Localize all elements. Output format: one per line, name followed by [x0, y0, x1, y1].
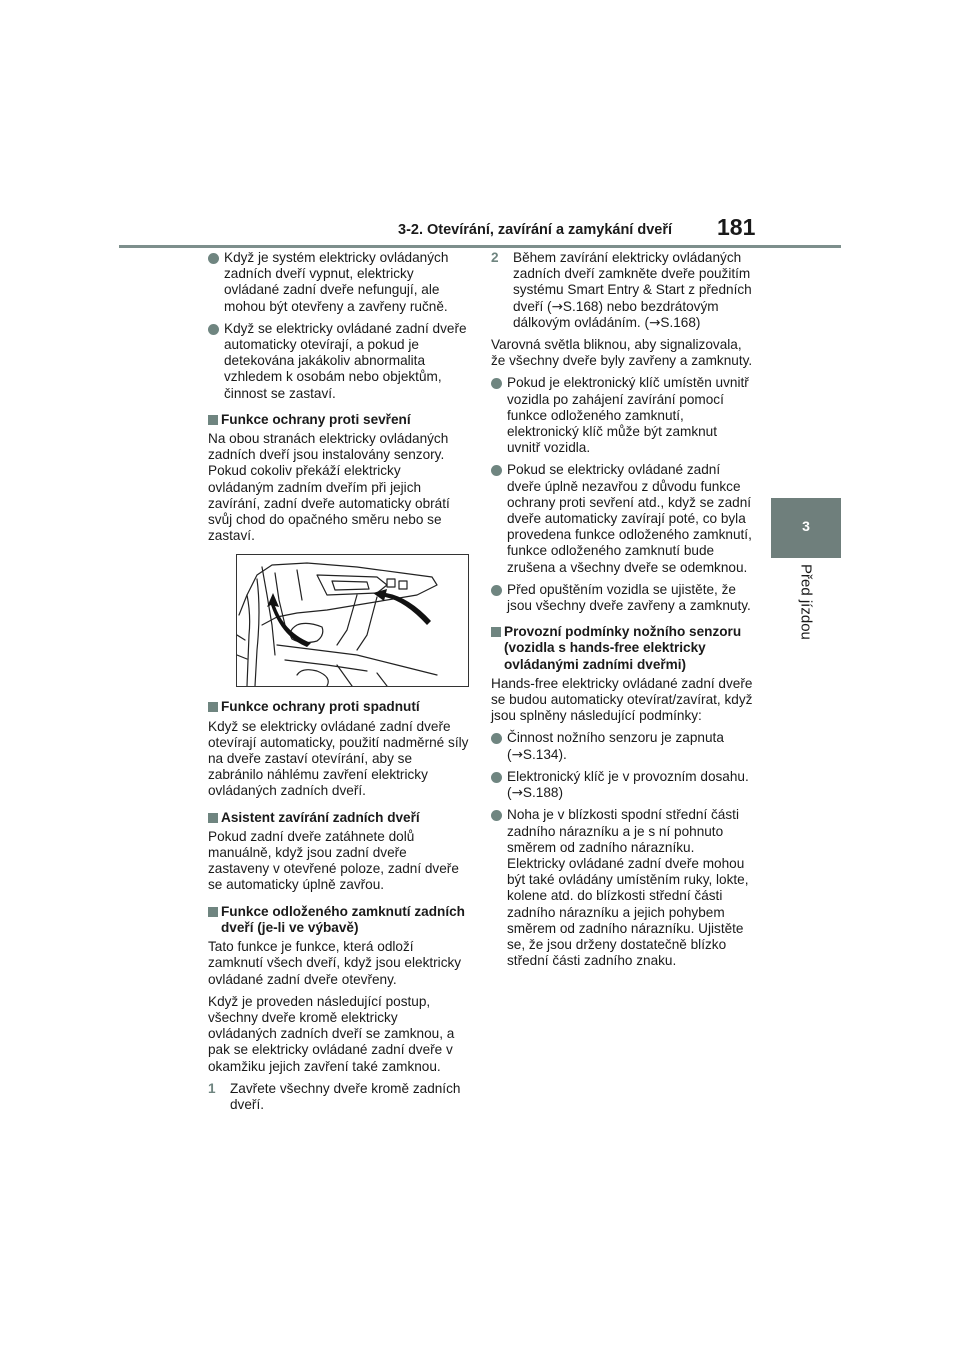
bullet-text: Noha je v blízkosti spodní střední části zadního nárazníku a je s ní pohnuto směrem od zadního nárazníku. Elektricky ovládané zadní dveře mohou být také ovládány umístěním ruky, lokte, kolene atd. do blízkosti střední části zadního nárazníku a jejich pohybem směrem od zadního nárazníku. Ujistěte se, že jsou drženy dostatečně blízko střední části zadního znaku.	[507, 807, 749, 969]
bullet-text: Před opuštěním vozidla se ujistěte, že jsou všechny dveře zavřeny a zamknuty.	[507, 581, 751, 614]
step-item	[208, 1081, 470, 1113]
bullet-icon	[491, 733, 502, 744]
left-column	[208, 250, 470, 1119]
step-number: 1	[208, 1080, 216, 1096]
section-heading	[208, 699, 470, 715]
square-bullet-icon	[208, 907, 218, 917]
section-title: 3-2. Otevírání, zavírání a zamykání dveří	[398, 222, 673, 238]
bullet-item	[491, 807, 753, 969]
bullet-text: Když je systém elektricky ovládaných zadních dveří vypnut, elektricky ovládané zadní dveře nefungují, ale mohou být otevřeny a zavřeny ručně.	[224, 250, 449, 314]
bullet-icon	[491, 378, 502, 389]
paragraph: Pokud zadní dveře zatáhnete dolů manuálně, když jsou zadní dveře zastaveny v otevřené poloze, zadní dveře se automaticky úplně zavřou.	[208, 828, 459, 893]
bullet-item	[491, 462, 753, 575]
bullet-item	[208, 321, 470, 402]
paragraph: Hands-free elektricky ovládané zadní dveře se budou automaticky otevírat/zavírat, když jsou splněny následující podmínky:	[491, 675, 753, 724]
paragraph: Varovná světla bliknou, aby signalizovala, že všechny dveře byly zavřeny a zamknuty.	[491, 337, 753, 369]
bullet-icon	[491, 810, 502, 821]
arrow-icon: →	[551, 298, 563, 315]
arrow-icon: →	[511, 785, 523, 802]
chapter-tab	[771, 498, 841, 558]
section-heading	[208, 904, 470, 936]
bullet-text: Když se elektricky ovládané zadní dveře automaticky otevírají, a pokud je detekována jakákoliv abnormalita vzhledem k osobám nebo objektům, činnost se zastaví.	[224, 320, 467, 401]
heading-text: Funkce odloženého zamknutí zadních dveří (je-li ve výbavě)	[221, 903, 465, 935]
bullet-icon	[208, 253, 219, 264]
step-text: Během zavírání elektricky ovládaných zadních dveří zamkněte dveře použitím systému Smart Entry & Start z předních dveří (	[513, 250, 752, 314]
header-rule	[119, 245, 841, 248]
paragraph: Na obou stranách elektricky ovládaných zadních dveří jsou instalovány senzory. Pokud cokoliv překáží elektricky ovládaným zadním dveřím při jejich zavírání, zadní dveře automaticky obrátí svůj chod do opačného směru nebo se zastaví.	[208, 431, 450, 544]
step-number: 2	[491, 250, 499, 265]
bullet-text: Pokud je elektronický klíč umístěn uvnitř vozidla po zahájení zavírání pomocí funkce odloženého zamknutí, elektronický klíč může být zamknut uvnitř vozidla.	[507, 375, 749, 456]
step-text: Zavřete všechny dveře kromě zadních dveří.	[230, 1080, 461, 1112]
bullet-text: Činnost nožního senzoru je zapnuta (	[507, 730, 724, 762]
square-bullet-icon	[208, 702, 218, 712]
bullet-icon	[491, 465, 502, 476]
heading-text: Provozní podmínky nožního senzoru (vozidla s hands-free elektricky ovládanými zadními dveřmi)	[504, 624, 742, 672]
page-reference[interactable]: S.168)	[660, 314, 701, 330]
bullet-item	[491, 730, 753, 762]
square-bullet-icon	[208, 813, 218, 823]
bullet-text: Elektronický klíč je v provozním dosahu. (	[507, 768, 749, 801]
bullet-text: Pokud se elektricky ovládané zadní dveře úplně nezavřou z důvodu funkce ochrany proti sevření atd., když se zadní dveře automaticky zavírají poté, co byla provedena funkce odloženého zamknutí, funkce odloženého zamknutí bude zrušena a všechny dveře se odemknou.	[507, 462, 752, 575]
paragraph: Když je proveden následující postup, všechny dveře kromě elektricky ovládaných zadních dveří se zamknou, a pak se elektricky ovládané zadní dveře v okamžiku jejich zavření také zamknou.	[208, 993, 455, 1074]
bullet-item	[208, 250, 470, 315]
square-bullet-icon	[491, 627, 501, 637]
tailgate-sensor-illustration	[236, 554, 469, 687]
heading-text: Funkce ochrany proti spadnutí	[221, 699, 420, 715]
step-text: S.168) nebo bezdrátovým dálkovým ovládáním. (	[513, 298, 719, 330]
page-number: 181	[717, 214, 756, 240]
arrow-icon: →	[511, 746, 523, 763]
arrow-icon: →	[649, 314, 661, 331]
right-column	[491, 250, 753, 975]
bullet-item	[491, 769, 753, 801]
page-reference[interactable]: S.188)	[522, 785, 563, 801]
chapter-number: 3	[802, 518, 810, 534]
tailgate-illustration-graphic	[237, 555, 468, 686]
paragraph: Tato funkce je funkce, která odloží zamknutí všech dveří, když jsou elektricky ovládané zadní dveře otevřeny.	[208, 939, 462, 987]
section-heading	[491, 624, 753, 673]
heading-text: Funkce ochrany proti sevření	[221, 411, 411, 427]
bullet-item	[491, 375, 753, 456]
bullet-icon	[208, 324, 219, 335]
bullet-icon	[491, 585, 502, 596]
section-heading	[208, 412, 470, 428]
heading-text: Asistent zavírání zadních dveří	[221, 809, 420, 825]
square-bullet-icon	[208, 415, 218, 425]
bullet-item	[491, 582, 753, 614]
section-heading	[208, 810, 470, 826]
paragraph: Když se elektricky ovládané zadní dveře otevírají automaticky, použití nadměrné síly na dveře zastaví otevírání, aby se zabránilo náhlému zavření elektricky ovládaných zadních dveří.	[208, 718, 469, 799]
step-item	[491, 250, 753, 331]
bullet-icon	[491, 772, 502, 783]
page-reference[interactable]: S.134).	[522, 746, 567, 762]
chapter-title: Před jízdou	[797, 564, 815, 640]
